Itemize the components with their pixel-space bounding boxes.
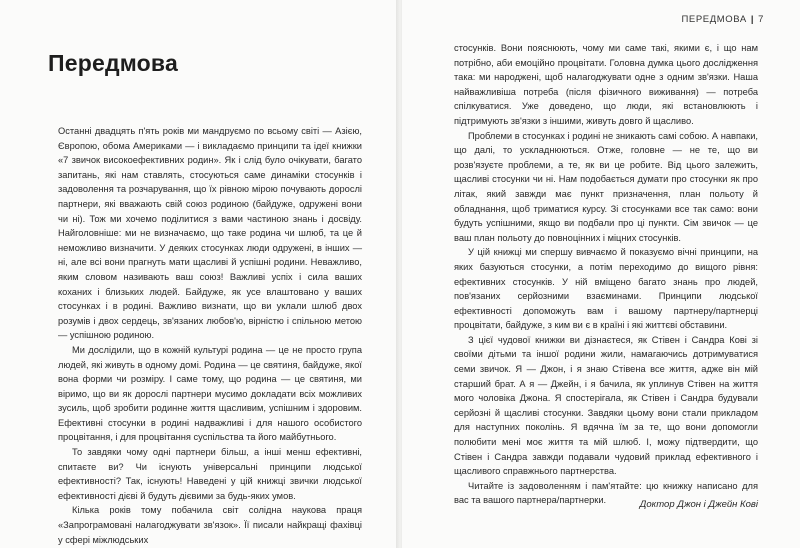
- paragraph: У цій книжці ми спершу вивчаємо й показуємо вічні принципи, на яких базуються стосунки, а потім переходимо до вищого рівня: ефективних стосунків. У ній вміщено багато знань про людей, пов'язаних серйозними взаєминами. Принципи людської ефективності допоможуть вам і вашому партнеру/партнерці процвітати, байдуже, з ким ви є в країні і які життєві обставини.: [454, 247, 758, 331]
- right-text-column: [454, 41, 758, 508]
- paragraph: Проблеми в стосунках і родині не зникають самі собою. А навпаки, що далі, то ускладнюються. Отже, головне — не те, що ви розв'язуєте проблеми, а те, як ви це робите. Від цього залежить, щасливі стосунки чи ні. Нам подобається думати про стосунки як про літак, який завжди має пункт призначення, план польоту й обладнання, щоб триматися курсу. Зі стосунками все так само: вони будуть успішними, якщо ви подбали про ці пункти. Сім звичок — це ваш план польоту до повноцінних і міцних стосунків.: [454, 130, 758, 243]
- paragraph: Ми дослідили, що в кожній культурі родина — це не просто група людей, які живуть в одному домі. Родина — це святиня, байдуже, якої вона форми чи розміру. І саме тому, що родина — це святиня, ми віримо, що ви як дорослі партнери мусимо докладати всіх можливих зусиль, щоб зробити родинне життя щасливим, успішним і здоровим. Ефективні стосунки в родині надважливі і для нашого особистого процвітання, і для процвітання суспільства та його майбутнього.: [58, 344, 362, 443]
- page-title: Передмова: [48, 50, 178, 76]
- header-separator: |: [750, 14, 755, 25]
- right-page: [402, 0, 800, 548]
- left-page: [0, 0, 398, 548]
- signature: Доктор Джон і Джейн Кові: [639, 499, 758, 510]
- paragraph: стосунків. Вони пояснюють, чому ми саме такі, якими є, і що нам потрібно, аби емоційно процвітати. Головна думка цього дослідження така: ми народжені, щоб налагоджувати одне з одним зв'язки. Наша найважливіша потреба (після фізичного виживання) — потреба спілкуватися. Уже доведено, що люди, які встановлюють і підтримують зв'язки з іншими, живуть довго й щасливо.: [454, 43, 758, 126]
- paragraph: Читайте із задоволенням і пам'ятайте: цю книжку написано для вас та вашого партнера/партнерки.: [454, 480, 758, 506]
- running-header: [682, 14, 765, 25]
- page-number: 7: [758, 14, 764, 25]
- paragraph: З цієї чудової книжки ви дізнаєтеся, як Стівен і Сандра Кові зі своїми дітьми та іншої родини жили, намагаючись дотримуватися семи звичок. Я — Джон, і я знаю Стівена все життя, адже він мій старший брат. А я — Джейн, і я бачила, як уплинув Стівен на життя мого чоловіка Джона. Я спостерігала, як Стівен і Сандра будували серйозні й щасливі стосунки. Завдяки цьому вони стали прикладом для наступних поколінь. Я вдячна їм за те, що вони допомогли полюбити мені моє життя та мій шлюб. І, можу підтвердити, що Стівен і Сандра завжди подавали чудовий приклад ефективного і щасливого справжнього партнерства.: [454, 334, 758, 477]
- chapter-name: ПЕРЕДМОВА: [681, 14, 747, 25]
- paragraph: То завдяки чому одні партнери більш, а інші менш ефективні, спитаєте ви? Чи існують універсальні принципи людської ефективності? Так, існують! Наведені у цій книжці звички людської ефективності дієві й будуть дієвими за будь-яких умов.: [58, 447, 362, 501]
- paragraph: Кілька років тому побачила світ солідна наукова праця «Запрограмовані налагоджувати зв'язок». Її писали найкращі фахівці у сфері міжлюдських: [58, 505, 362, 545]
- left-text-column: [58, 124, 362, 547]
- paragraph: Останні двадцять п'ять років ми мандруємо по всьому світі — Азією, Європою, обома Америками — і викладаємо принципи та ідеї книжки «7 звичок високоефективних родин». Як і слід було очікувати, багато запитань, які нам ставлять, стосуються саме динаміки стосунків і задоволення та розчарування, що їх рівною мірою почувають дорослі партнери, які вважають свій союз родиною (байдуже, одружені вони чи ні). Тож ми хочемо поділитися з вами частиною знань і досвіду. Найголовніше: ми не визначаємо, що таке родина чи шлюб, та це й неможливо визначити. У деяких стосунках люди одружені, в інших — ні, але всі вони прагнуть мати щасливі й успішні родини. Неважливо, яким словом називають ваш союз! Важливі успіх і сила ваших коханих і близьких людей. Байдуже, як усе влаштовано у ваших стосунках і в родині. Важливо визнати, що ви уклали шлюб двох розумів і двох сердець, зв'язаних любов'ю, вірністю і спільною метою — успішною родиною.: [58, 126, 362, 341]
